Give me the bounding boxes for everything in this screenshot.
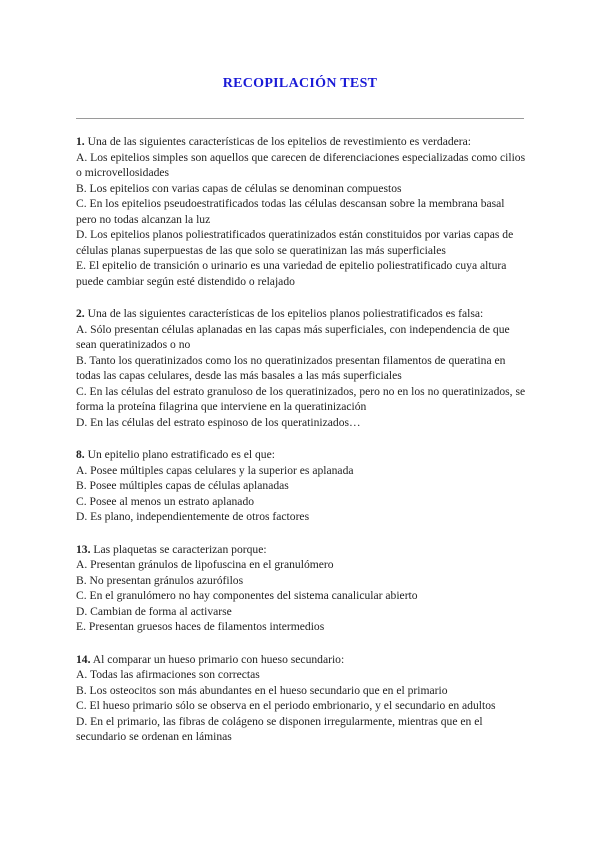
answer-option: A. Presentan gránulos de lipofuscina en el granulómero bbox=[76, 558, 334, 571]
question-text: Una de las siguientes características de los epitelios de revestimiento es verdadera: bbox=[84, 135, 472, 148]
document-title: RECOPILACIÓN TEST bbox=[222, 76, 378, 91]
answer-option: B. Los osteocitos son más abundantes en el hueso secundario que en el primario bbox=[76, 683, 448, 697]
question-number: 1. bbox=[76, 135, 85, 148]
answer-option: D. Es plano, independientemente de otros factores bbox=[76, 510, 310, 523]
question-stem bbox=[76, 134, 528, 150]
question-block bbox=[76, 652, 528, 745]
answer-option: C. En el granulómero no hay componentes del sistema canalicular abierto bbox=[76, 589, 418, 602]
question-number: 8. bbox=[76, 448, 85, 461]
question-stem bbox=[76, 447, 528, 463]
answer-option: C. En los epitelios pseudoestratificados todas las células descansan sobre la membrana basal pero no todas alcanzan la luz bbox=[76, 197, 505, 226]
question-list bbox=[76, 134, 528, 762]
question-text: Una de las siguientes características de los epitelios planos poliestratificados es falsa: bbox=[84, 307, 484, 320]
title-divider bbox=[76, 118, 524, 119]
answer-option: E. El epitelio de transición o urinario es una variedad de epitelio poliestratificado cuya altura puede cambiar según esté distendido o relajado bbox=[76, 259, 507, 288]
question-text: Al comparar un hueso primario con hueso secundario: bbox=[90, 652, 345, 666]
answer-option: A. Posee múltiples capas celulares y la superior es aplanada bbox=[76, 463, 354, 477]
question-number: 14. bbox=[76, 652, 91, 666]
answer-option: C. Posee al menos un estrato aplanado bbox=[76, 494, 255, 508]
question-text: Un epitelio plano estratificado es el que: bbox=[84, 448, 275, 461]
question-block bbox=[76, 134, 528, 289]
answer-option: E. Presentan gruesos haces de filamentos intermedios bbox=[76, 620, 325, 633]
answer-option: B. Tanto los queratinizados como los no queratinizados presentan filamentos de queratina en todas las capas celulares, desde las más basales a las más superficiales bbox=[76, 353, 506, 382]
question-block bbox=[76, 447, 528, 525]
question-block bbox=[76, 306, 528, 430]
answer-option: C. El hueso primario sólo se observa en el periodo embrionario, y el secundario en adultos bbox=[76, 699, 496, 712]
question-stem bbox=[76, 652, 528, 668]
answer-option: D. Los epitelios planos poliestratificados queratinizados están constituidos por varias capas de células planas superpuestas de las que solo se queratinizan las más superficiales bbox=[76, 228, 514, 257]
question-number: 13. bbox=[76, 542, 91, 556]
question-number: 2. bbox=[76, 307, 85, 320]
question-text: Las plaquetas se caracterizan porque: bbox=[90, 542, 267, 556]
answer-option: A. Sólo presentan células aplanadas en las capas más superficiales, con independencia de que sean queratinizados o no bbox=[76, 322, 510, 351]
answer-option: B. Posee múltiples capas de células aplanadas bbox=[76, 479, 289, 492]
answer-option: B. Los epitelios con varias capas de células se denominan compuestos bbox=[76, 181, 402, 195]
answer-option: C. En las células del estrato granuloso de los queratinizados, pero no en los no queratinizados, se forma la proteína filagrina que interviene en la queratinización bbox=[76, 384, 526, 413]
answer-option: B. No presentan gránulos azurófilos bbox=[76, 573, 244, 587]
question-stem bbox=[76, 306, 528, 322]
answer-option: A. Todas las afirmaciones son correctas bbox=[76, 668, 260, 681]
question-block bbox=[76, 542, 528, 635]
answer-option: D. Cambian de forma al activarse bbox=[76, 604, 232, 618]
answer-option: A. Los epitelios simples son aquellos que carecen de diferenciaciones especializadas como cilios o microvellosidades bbox=[76, 150, 526, 179]
answer-option: D. En el primario, las fibras de colágeno se disponen irregularmente, mientras que en el secundario se ordenan en láminas bbox=[76, 714, 483, 743]
question-stem bbox=[76, 542, 528, 558]
answer-option: D. En las células del estrato espinoso de los queratinizados… bbox=[76, 415, 361, 429]
